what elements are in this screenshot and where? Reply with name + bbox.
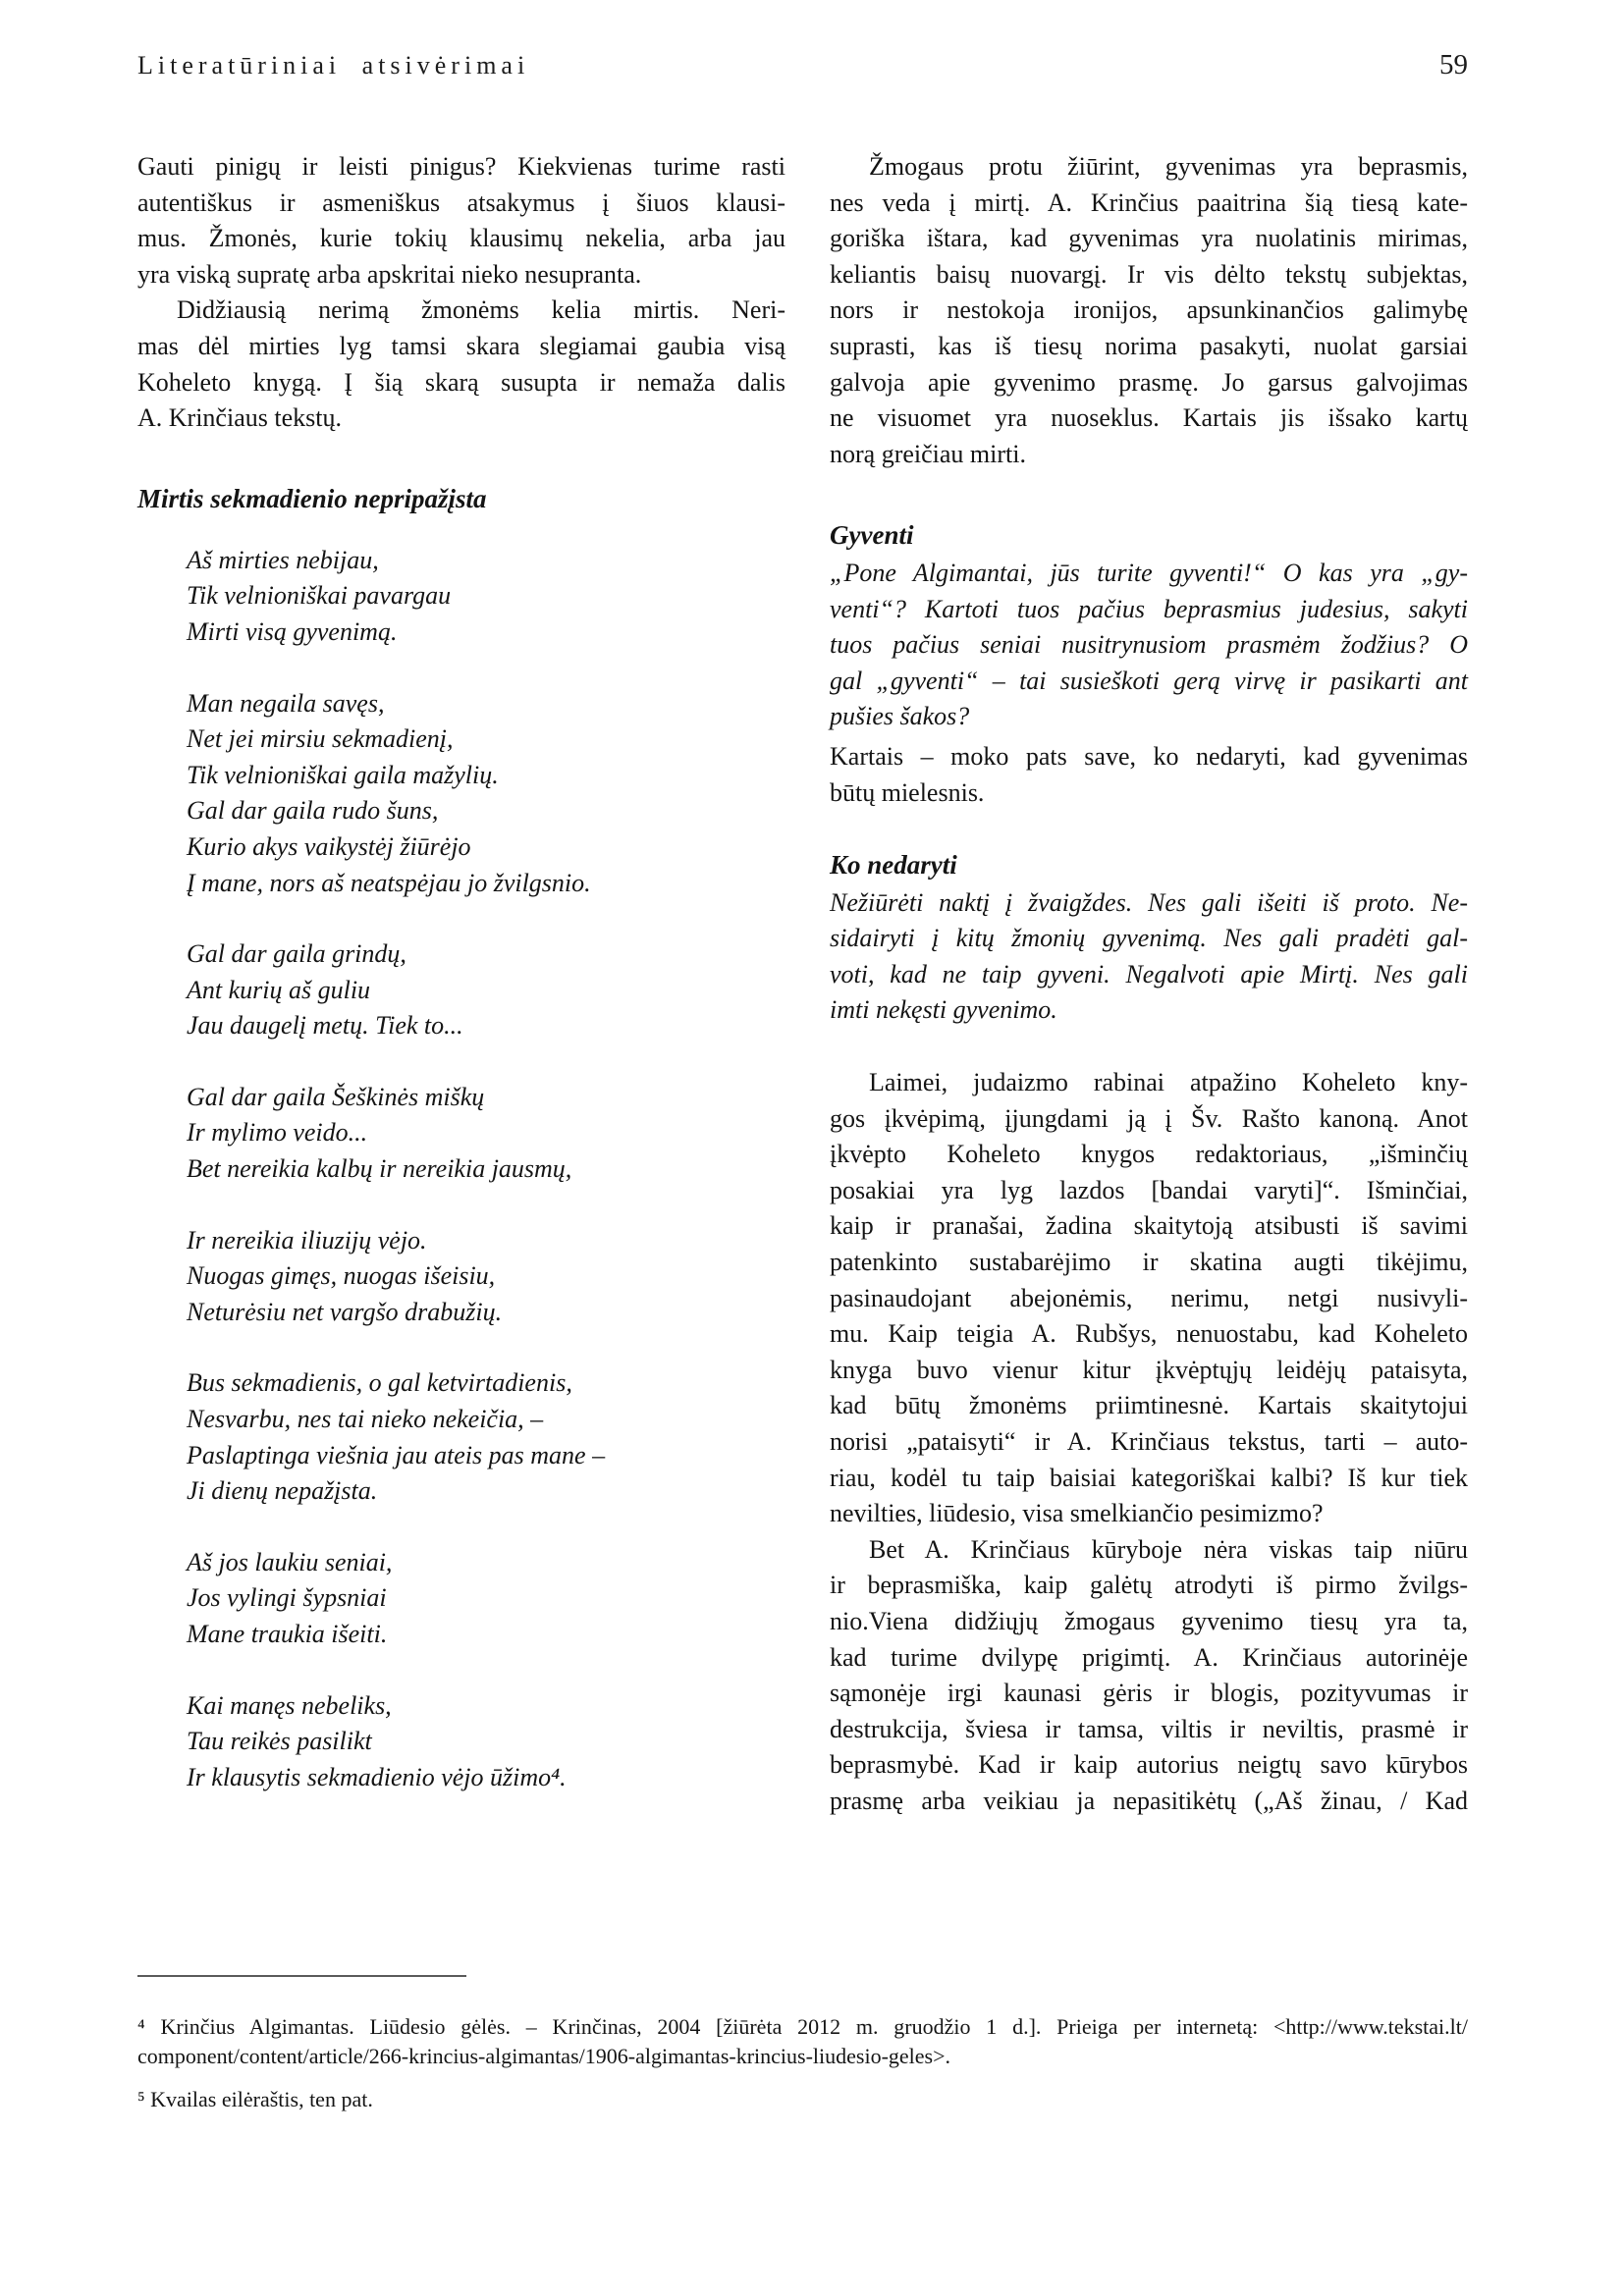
text-line: galvoja apie gyvenimo prasmę. Jo garsus galvojimas bbox=[830, 367, 1468, 397]
running-title: Literatūriniai atsivėrimai bbox=[137, 51, 530, 80]
text-line: Gal dar gaila Šeškinės miškų bbox=[187, 1082, 485, 1111]
text-line: nio.Viena didžiųjų žmogaus gyvenimo tiesų yra ta, bbox=[830, 1606, 1468, 1635]
text-line: Aš jos laukiu seniai, bbox=[187, 1547, 393, 1576]
poem-stanza bbox=[187, 686, 785, 902]
text-line: Ant kurių aš guliu bbox=[187, 975, 371, 1004]
quote-paragraph bbox=[830, 885, 1468, 1029]
poem-title: Mirtis sekmadienio nepripažįsta bbox=[137, 483, 487, 513]
text-line: Gal dar gaila rudo šuns, bbox=[187, 796, 439, 826]
poem-stanza bbox=[187, 543, 785, 651]
footnote-separator bbox=[137, 1975, 466, 1977]
text-line: sąmonėje irgi kaunasi gėris ir blogis, pozityvumas ir bbox=[830, 1679, 1468, 1708]
section-heading-ko-nedaryti: Ko nedaryti bbox=[830, 850, 957, 881]
text-line: norisi „pataisyti“ ir A. Krinčiaus tekstus, tarti – auto- bbox=[830, 1427, 1468, 1456]
footnotes bbox=[137, 2012, 1468, 2114]
text-line: tuos pačius seniai nusitrynusiom prasmėm žodžius? O bbox=[830, 630, 1468, 660]
text-line: Tau reikės pasilikt bbox=[187, 1727, 372, 1756]
text-line: prasmę arba veikiau ja nepasitikėtų („Aš žinau, / Kad bbox=[830, 1786, 1468, 1815]
text-line: suprasti, kas iš tiesų norima pasakyti, nuolat garsiai bbox=[830, 331, 1468, 360]
text-line: kad turime dvilypę prigimtį. A. Krinčiaus autorinėje bbox=[830, 1642, 1468, 1672]
text-line: Ji dienų nepažįsta. bbox=[187, 1476, 378, 1506]
text-line: mu. Kaip teigia A. Rubšys, nenuostabu, kad Koheleto bbox=[830, 1319, 1468, 1349]
poem-stanza bbox=[187, 1545, 785, 1653]
poem bbox=[137, 543, 785, 1796]
text-line: Net jei mirsiu sekmadienį, bbox=[187, 724, 454, 754]
text-line: Laimei, judaizmo rabinai atpažino Koheleto kny- bbox=[869, 1068, 1468, 1097]
text-line: Mirti visą gyvenimą. bbox=[187, 616, 398, 646]
text-line: component/content/article/266-krincius-algimantas/1906-algimantas-krincius-liudesio-geles>. bbox=[137, 2044, 951, 2068]
text-line: voti, kad ne taip gyveni. Negalvoti apie Mirtį. Nes gali bbox=[830, 959, 1468, 988]
text-line: nevilties, liūdesio, visa smelkiančio pesimizmo? bbox=[830, 1499, 1324, 1528]
text-line: gos įkvėpimą, įjungdami ją į Šv. Rašto kanoną. Anot bbox=[830, 1103, 1468, 1133]
text-line: Paslaptinga viešnia jau ateis pas mane – bbox=[187, 1440, 606, 1469]
text-line: keliantis baisų nuovargį. Ir vis dėlto tekstų subjektas, bbox=[830, 259, 1468, 289]
text-line: destrukcija, šviesa ir tamsa, viltis ir neviltis, prasmė ir bbox=[830, 1714, 1468, 1743]
text-line: ⁵ Kvailas eilėraštis, ten pat. bbox=[137, 2087, 373, 2111]
text-line: Žmogaus protu žiūrint, gyvenimas yra beprasmis, bbox=[869, 152, 1468, 181]
text-line: Jau daugelį metų. Tiek to... bbox=[187, 1011, 463, 1041]
text-line: norą greičiau mirti. bbox=[830, 439, 1026, 468]
page-number: 59 bbox=[1439, 49, 1468, 80]
text-line: Tik velnioniškai gaila mažylių. bbox=[187, 760, 499, 789]
text-line: Jos vylingi šypsniai bbox=[187, 1583, 387, 1613]
text-line: A. Krinčiaus tekstų. bbox=[137, 403, 342, 433]
text-line: kaip ir pranašai, žadina skaitytoją atsibusti iš savimi bbox=[830, 1211, 1468, 1241]
text-line: Ir mylimo veido... bbox=[187, 1118, 368, 1148]
text-line: ⁴ Krinčius Algimantas. Liūdesio gėlės. – Krinčinas, 2004 [žiūrėta 2012 m. gruodžio 1 d.]. Prieiga per internetą: <http://www.tekstai.lt/ bbox=[137, 2014, 1468, 2039]
text-line: Kai manęs nebeliks, bbox=[187, 1690, 392, 1720]
text-line: ir beprasmiška, kaip galėtų atrodyti iš pirmo žvilgs- bbox=[830, 1571, 1468, 1600]
text-line: mus. Žmonės, kurie tokių klausimų nekelia, arba jau bbox=[137, 224, 785, 253]
text-line: sidairyti į kitų žmonių gyvenimą. Nes gali pradėti gal- bbox=[830, 924, 1468, 953]
text-line: Nuogas gimęs, nuogas išeisiu, bbox=[187, 1261, 496, 1291]
text-line: įkvėpto Koheleto knygos redaktoriaus, „išminčių bbox=[830, 1140, 1468, 1169]
footnote bbox=[137, 2012, 1468, 2071]
text-line: autentiškus ir asmeniškus atsakymus į šiuos klausi- bbox=[137, 187, 785, 217]
text-line: pušies šakos? bbox=[830, 702, 970, 731]
text-line: patenkinto sustabarėjimo ir skatina augti tikėjimu, bbox=[830, 1248, 1468, 1277]
poem-stanza bbox=[187, 1223, 785, 1331]
text-line: Didžiausią nerimą žmonėms kelia mirtis. Neri- bbox=[177, 295, 785, 325]
text-line: Nežiūrėti naktį į žvaigždes. Nes gali išeiti iš proto. Ne- bbox=[830, 887, 1468, 917]
paragraph bbox=[830, 149, 1468, 472]
text-line: Nesvarbu, nes tai nieko nekeičia, – bbox=[187, 1405, 544, 1434]
poem-stanza bbox=[187, 936, 785, 1044]
text-line: Bus sekmadienis, o gal ketvirtadienis, bbox=[187, 1368, 572, 1398]
section-heading-gyventi: Gyventi bbox=[830, 520, 914, 551]
text-line: Neturėsiu net vargšo drabužių. bbox=[187, 1297, 503, 1326]
text-line: pasinaudojant abejonėmis, nerimu, netgi nusivyli- bbox=[830, 1283, 1468, 1312]
text-line: Mane traukia išeiti. bbox=[187, 1620, 388, 1648]
text-line: būtų mielesnis. bbox=[830, 777, 985, 807]
text-line: Kurio akys vaikystėj žiūrėjo bbox=[187, 831, 471, 861]
text-line: riau, kodėl tu taip baisiai kategoriškai kalbi? Iš kur tiek bbox=[830, 1463, 1468, 1492]
quote-paragraph bbox=[830, 556, 1468, 735]
text-line: gal „gyventi“ – tai susieškoti gerą virvę ir pasikarti ant bbox=[830, 666, 1468, 695]
text-line: kad būtų žmonėms priimtinesnė. Kartais skaitytojui bbox=[830, 1391, 1468, 1420]
text-line: yra viską supratę arba apskritai nieko nesupranta. bbox=[137, 259, 642, 289]
paragraph bbox=[137, 293, 785, 436]
text-line: posakiai yra lyg lazdos [bandai varyti]“. Išminčiai, bbox=[830, 1175, 1468, 1204]
paragraph bbox=[137, 149, 785, 293]
text-line: Bet A. Krinčiaus kūryboje nėra viskas taip niūru bbox=[869, 1534, 1468, 1564]
poem-stanza bbox=[187, 1080, 785, 1188]
text-line: Man negaila savęs, bbox=[187, 688, 385, 718]
text-line: Aš mirties nebijau, bbox=[187, 545, 379, 574]
footnote bbox=[137, 2085, 1468, 2114]
text-line: goriška ištara, kad gyvenimas yra nuolatinis mirimas, bbox=[830, 224, 1468, 253]
text-line: ne visuomet yra nuoseklus. Kartais jis išsako kartų bbox=[830, 403, 1468, 433]
poem-stanza bbox=[187, 1688, 785, 1796]
right-column bbox=[830, 149, 1468, 1820]
text-line: imti nekęsti gyvenimo. bbox=[830, 995, 1057, 1025]
text-line: Kartais – moko pats save, ko nedaryti, kad gyvenimas bbox=[830, 741, 1468, 771]
text-line: Koheleto knygą. Į šią skarą susupta ir nemaža dalis bbox=[137, 367, 785, 397]
text-line: Ir klausytis sekmadienio vėjo ūžimo⁴. bbox=[187, 1762, 567, 1791]
text-line: nes veda į mirtį. A. Krinčius paaitrina šią tiesą kate- bbox=[830, 187, 1468, 217]
text-line: Gauti pinigų ir leisti pinigus? Kiekvienas turime rasti bbox=[137, 152, 785, 181]
text-line: Gal dar gaila grindų, bbox=[187, 939, 406, 969]
text-line: Ir nereikia iliuzijų vėjo. bbox=[187, 1225, 427, 1255]
text-line: Tik velnioniškai pavargau bbox=[187, 581, 452, 611]
paragraph bbox=[830, 739, 1468, 811]
text-line: venti“? Kartoti tuos pačius beprasmius judesius, sakyti bbox=[830, 594, 1468, 623]
text-line: beprasmybė. Kad ir kaip autorius neigtų savo kūrybos bbox=[830, 1750, 1468, 1780]
poem-stanza bbox=[187, 1365, 785, 1509]
paragraph bbox=[830, 1532, 1468, 1820]
text-line: nors ir nestokoja ironijos, apsunkinančios galimybę bbox=[830, 295, 1468, 325]
left-column bbox=[137, 149, 785, 1831]
text-line: knyga buvo vienur kitur įkvėptųjų leidėjų pataisyta, bbox=[830, 1355, 1468, 1384]
text-line: Į mane, nors aš neatspėjau jo žvilgsnio. bbox=[187, 868, 591, 897]
text-line: Bet nereikia kalbų ir nereikia jausmų, bbox=[187, 1154, 572, 1184]
text-line: mas dėl mirties lyg tamsi skara slegiamai gaubia visą bbox=[137, 331, 785, 360]
text-line: „Pone Algimantai, jūs turite gyventi!“ O kas yra „gy- bbox=[830, 558, 1468, 587]
paragraph bbox=[830, 1065, 1468, 1532]
